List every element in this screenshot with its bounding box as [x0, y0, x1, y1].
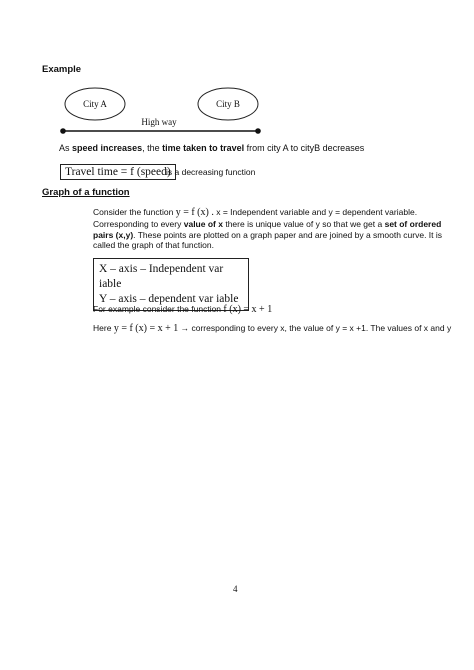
para-ordered-pairs: set of ordered pairs (x,y) [93, 219, 442, 240]
speed-middle: , the [142, 143, 160, 153]
city-b-label: City B [216, 99, 240, 109]
right-arrow-icon: → [180, 323, 190, 333]
consider-prefix: Consider the function [93, 207, 174, 217]
highway-end-dot [255, 128, 261, 134]
consider-function-line [93, 207, 417, 218]
graph-explanation-paragraph [93, 219, 451, 251]
page-number: 4 [233, 584, 238, 594]
highway-start-dot [60, 128, 66, 134]
city-highway-diagram [55, 85, 270, 140]
speed-suffix: from city A to cityB decreases [246, 143, 365, 153]
consider-formula: y = f (x) . [175, 207, 214, 218]
decreasing-function-note: is a decreasing function [166, 167, 256, 177]
para-part-1: Corresponding to every [93, 219, 182, 229]
para-part-2: there is unique value of y so that we get a [225, 219, 383, 229]
highway-label: High way [141, 117, 177, 127]
here-prefix: Here [93, 323, 112, 333]
here-statement [93, 322, 453, 335]
speed-increases-bold: speed increases [72, 143, 143, 153]
x-axis-definition: X – axis – Independent var iable [99, 263, 224, 290]
here-text: corresponding to every x, the value of y = x +1. The values of x and y [191, 323, 452, 333]
speed-statement [59, 143, 364, 153]
example-heading: Example [42, 64, 82, 75]
graph-of-function-heading: Graph of a function [42, 187, 130, 198]
para-value-of-x: value of x [183, 219, 223, 229]
speed-prefix: As [59, 143, 70, 153]
consider-suffix: x = Independent variable and y = dependent variable. [216, 207, 418, 217]
y-axis-definition: Y – axis – dependent var iable [99, 293, 239, 305]
city-a-label: City A [83, 99, 107, 109]
travel-time-formula-box: Travel time = f (speed) [60, 164, 176, 180]
example-function-line [93, 304, 272, 315]
para-part-3: . These points are plotted on a graph paper and are joined by a smooth curve. It is called the graph of that function. [93, 229, 443, 251]
time-taken-bold: time taken to travel [162, 143, 245, 153]
example-prefix: For example consider the function [93, 304, 222, 314]
example-formula: f (x) = x + 1 [223, 304, 273, 315]
here-formula: y = f (x) = x + 1 [113, 323, 179, 334]
